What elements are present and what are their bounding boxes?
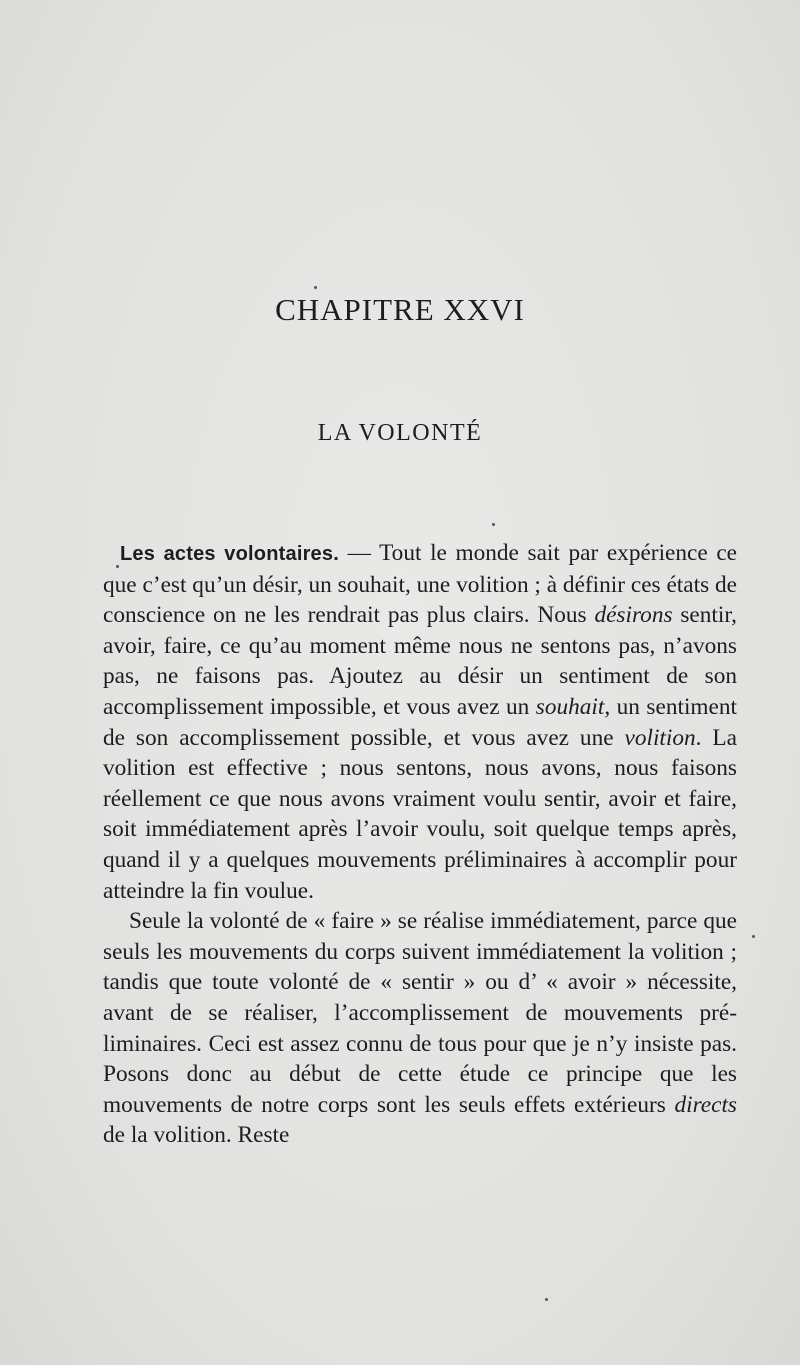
- emphasis: souhait: [535, 693, 605, 720]
- paragraph-2: [103, 906, 737, 1151]
- text-span: . La volition est effective ; nous sentons, nous avons, nous faisons réellement ce que nous avons vraiment voulu sentir, avoir et faire, soit immédiatement après l’avoir voulu, soit quelque temps après, quand il y a quelques mouvements préliminaires à accomplir pour atteindre la fin voulue.: [103, 724, 737, 904]
- section-heading: LA VOLONTÉ: [317, 420, 483, 446]
- emphasis: volition: [624, 724, 696, 751]
- chapter-heading: CHAPITRE XXVI: [275, 292, 525, 327]
- text-span: de la volition. Reste: [103, 1122, 290, 1149]
- text-span: sentir, avoir, faire, ce qu’au moment même nous ne sentons pas, n’avons pas, ne faisons pas. Ajoutez au désir un sentiment de son accomplissement impossible, et vous avez un: [103, 602, 737, 720]
- emphasis: directs: [674, 1091, 737, 1118]
- text-span: , un sentiment de son accomplissement possible, et vous avez une: [103, 693, 737, 751]
- body-text: [103, 538, 737, 1151]
- ink-speck: [752, 935, 755, 938]
- ink-speck: [492, 523, 495, 526]
- ink-speck: [545, 1298, 548, 1301]
- text-span: Tout le monde sait par expérience ce que c’est qu’un désir, un souhait, une volition ; à définir ces états de conscience on ne les rendrait pas plus clairs. Nous: [103, 540, 737, 629]
- run-in-heading: Les actes volontaires.: [120, 543, 339, 565]
- paragraph-1: [103, 538, 737, 906]
- text-span: —: [338, 540, 380, 566]
- text-span: Seule la volonté de « faire » se réalise immédiatement, parce que seuls les mouvements du corps suivent immédiatement la volition ; tandis que toute volonté de « sentir » ou d’ « avoir » nécessite, avant de se réaliser, l’accomplissement de mouvements préliminaires. Ceci est assez connu de tous pour que je n’y insiste pas. Posons donc au début de cette étude ce principe que les mouvements de notre corps sont les seuls effets extérieurs: [103, 908, 737, 1118]
- emphasis: désirons: [594, 602, 673, 629]
- ink-speck: [314, 286, 317, 289]
